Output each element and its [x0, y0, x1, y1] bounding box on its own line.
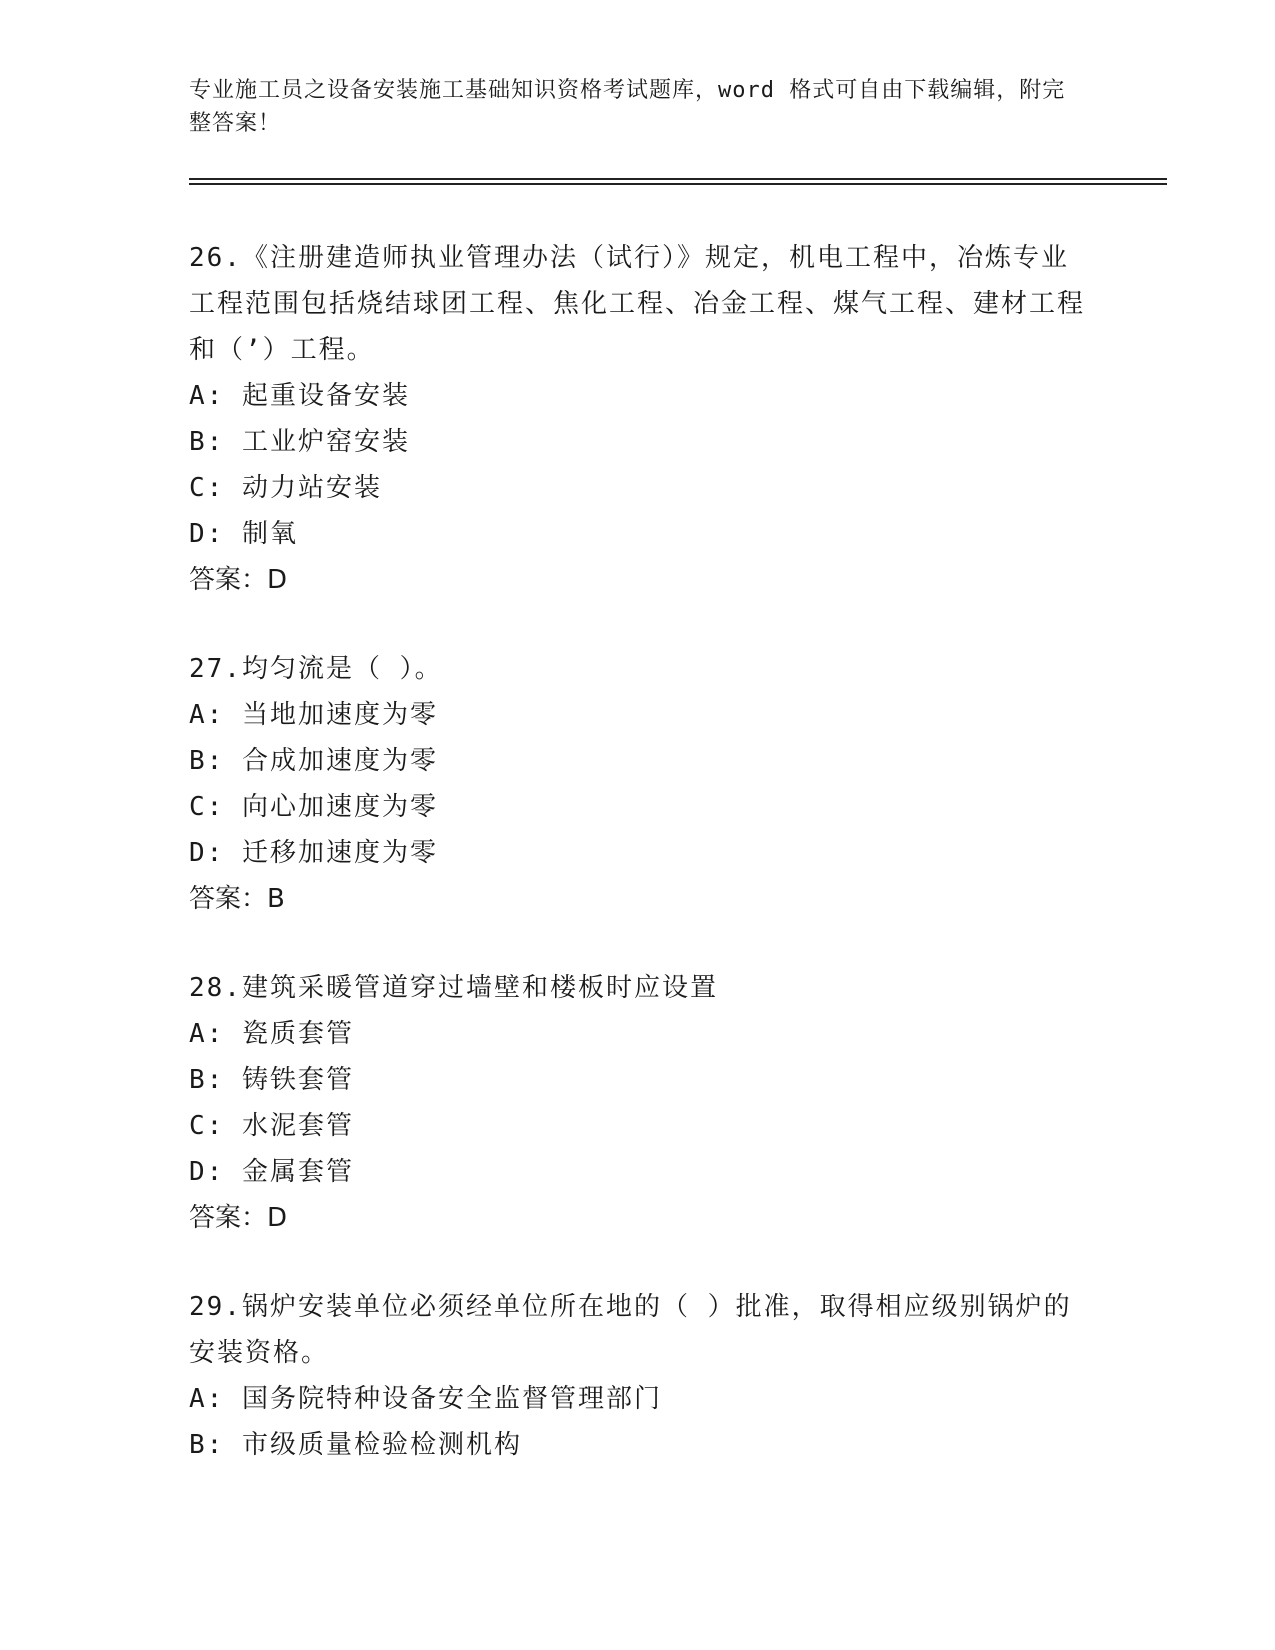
option-d: D: 迁移加速度为零: [189, 838, 438, 868]
option-b: B: 合成加速度为零: [189, 746, 438, 776]
document-header: 专业施工员之设备安装施工基础知识资格考试题库，word 格式可自由下载编辑，附完整答案！: [189, 78, 1066, 136]
option-a: A: 起重设备安装: [189, 381, 410, 411]
option-a: A: 国务院特种设备安全监督管理部门: [189, 1384, 662, 1414]
option-a: A: 瓷质套管: [189, 1019, 354, 1049]
question-stem: 26.《注册建造师执业管理办法（试行）》规定，机电工程中，冶炼专业工程范围包括烧结球团工程、焦化工程、冶金工程、煤气工程、建材工程和（’）工程。: [189, 243, 1086, 365]
question-list: [189, 235, 1089, 1511]
answer-line: 答案：D: [189, 1203, 288, 1233]
question-stem: 27.均匀流是（ ）。: [189, 654, 443, 684]
option-d: D: 制氧: [189, 519, 298, 549]
question-26: [189, 235, 1089, 603]
answer-line: 答案：D: [189, 565, 288, 595]
header-divider-top: [189, 178, 1167, 180]
option-d: D: 金属套管: [189, 1157, 354, 1187]
option-b: B: 市级质量检验检测机构: [189, 1430, 522, 1460]
question-29: [189, 1284, 1089, 1468]
question-stem: 29.锅炉安装单位必须经单位所在地的（ ）批准，取得相应级别锅炉的安装资格。: [189, 1292, 1072, 1368]
question-27: [189, 646, 1089, 922]
header-divider-bottom: [189, 183, 1167, 185]
option-c: C: 水泥套管: [189, 1111, 354, 1141]
question-stem: 28.建筑采暖管道穿过墙壁和楼板时应设置: [189, 973, 718, 1003]
option-b: B: 铸铁套管: [189, 1065, 354, 1095]
question-28: [189, 965, 1089, 1241]
option-c: C: 向心加速度为零: [189, 792, 438, 822]
option-b: B: 工业炉窑安装: [189, 427, 410, 457]
option-c: C: 动力站安装: [189, 473, 382, 503]
option-a: A: 当地加速度为零: [189, 700, 438, 730]
answer-line: 答案：B: [189, 884, 285, 914]
